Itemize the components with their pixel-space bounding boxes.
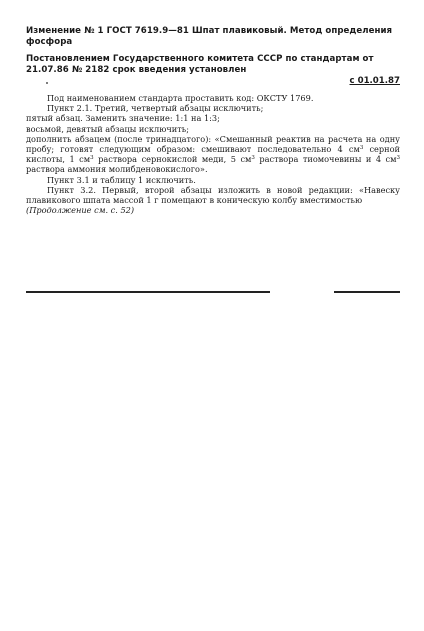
amendment-title: Изменение № 1 ГОСТ 7619.9—81 Шпат плавиковый. Метод определения фосфора (26, 26, 393, 47)
reagent-text-e: раствора аммония молибденовокислого». (26, 164, 208, 175)
reagent-text-b: серной кислоты, 1 см (26, 144, 400, 165)
footer-rule-left (26, 291, 270, 293)
decree-text: Постановлением Государственного комитета СССР по стандартам от 21.07.86 № 2182 срок введения установлен (26, 54, 374, 75)
footer-rule-right (334, 291, 400, 293)
reagent-text-d: раствора тиомочевины и 4 см (254, 154, 397, 165)
reagent-text-c: раствора сернокислой меди, 5 см (93, 154, 252, 165)
scan-dot-mark (46, 82, 48, 84)
effective-date-row (26, 76, 400, 87)
paragraph-okstu-code: Под наименованием стандарта проставить код: ОКСТУ 1769. (47, 93, 314, 103)
paragraph-fifth-abzac: пятый абзац. Заменить значение: 1:1 на 1:3; (26, 113, 220, 124)
unit-superscript: 3 (90, 155, 94, 162)
paragraph-clause-3-2: Пункт 3.2. Первый, второй абзацы изложить в новой редакции: «Навеску плавикового шпата массой 1 г помещают в коническую колбу вместимостью (26, 184, 400, 206)
unit-superscript: 3 (396, 155, 401, 162)
effective-date: с 01.01.87 (349, 76, 400, 86)
paragraph-mixed-reagent (26, 134, 400, 175)
unit-superscript: 3 (359, 145, 364, 152)
paragraph-clause-3-1: Пункт 3.1 и таблицу 1 исключить. (47, 174, 196, 185)
paragraph-clause-2-1: Пункт 2.1. Третий, четвертый абзацы исключить; (47, 103, 264, 114)
paragraph-eighth-ninth: восьмой, девятый абзацы исключить; (26, 123, 189, 134)
continuation-note: (Продолжение см. с. 52) (26, 205, 135, 216)
unit-superscript: 3 (251, 155, 255, 162)
amendment-body (26, 93, 400, 215)
reagent-text-a: дополнить абзацем (после тринадцатого): «Смешанный реактив на расчета на одну пробу; готовят следующим образом: смешивают последовательно 4 см (26, 133, 400, 155)
document-page (26, 26, 400, 215)
